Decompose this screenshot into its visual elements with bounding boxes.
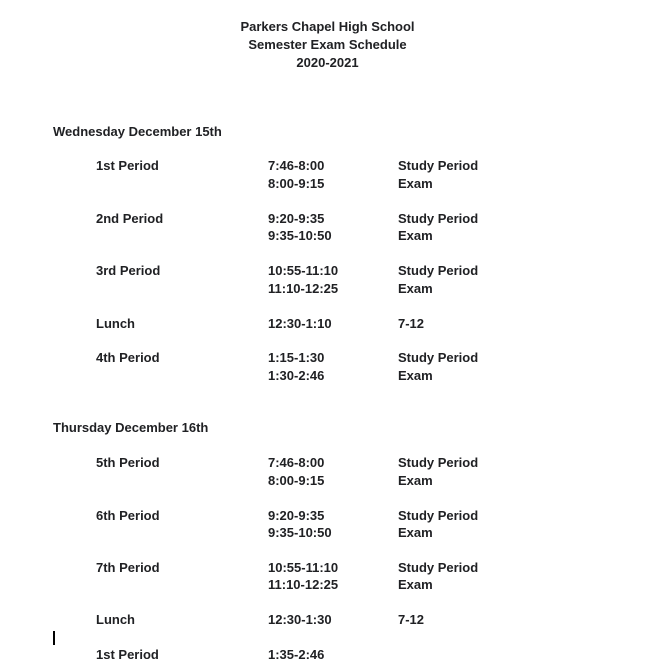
period-label: 1st Period xyxy=(96,158,159,173)
time-range: 9:20-9:35 xyxy=(268,211,325,226)
period-label: 2nd Period xyxy=(96,211,164,226)
activity-label: Study Period xyxy=(398,455,479,470)
period-label: 6th Period xyxy=(96,508,160,523)
activity-label: Study Period xyxy=(398,350,479,365)
activity-label: Exam xyxy=(398,368,433,383)
time-range: 9:20-9:35 xyxy=(268,508,325,523)
activity-label: Exam xyxy=(398,228,433,243)
period-label: Lunch xyxy=(96,316,135,331)
period-label: 1st Period xyxy=(96,647,159,662)
time-range: 1:35-2:46 xyxy=(268,647,325,662)
school-name: Parkers Chapel High School xyxy=(240,19,415,34)
time-range: 8:00-9:15 xyxy=(268,176,325,191)
period-label: Lunch xyxy=(96,612,135,627)
day-heading-wednesday: Wednesday December 15th xyxy=(53,124,222,139)
time-range: 9:35-10:50 xyxy=(268,525,332,540)
time-range: 10:55-11:10 xyxy=(268,263,339,278)
activity-label: Study Period xyxy=(398,211,479,226)
text-cursor xyxy=(53,631,55,645)
day-heading-thursday: Thursday December 16th xyxy=(53,420,209,435)
time-range: 12:30-1:10 xyxy=(268,316,332,331)
time-range: 8:00-9:15 xyxy=(268,473,325,488)
activity-label: Exam xyxy=(398,473,433,488)
period-label: 4th Period xyxy=(96,350,160,365)
period-label: 5th Period xyxy=(96,455,160,470)
activity-label: Study Period xyxy=(398,158,479,173)
activity-label: Exam xyxy=(398,176,433,191)
time-range: 10:55-11:10 xyxy=(268,560,339,575)
document-title: Semester Exam Schedule xyxy=(248,37,407,52)
time-range: 7:46-8:00 xyxy=(268,158,325,173)
activity-label: Exam xyxy=(398,281,433,296)
activity-label: Study Period xyxy=(398,560,479,575)
time-range: 11:10-12:25 xyxy=(268,281,339,296)
time-range: 1:15-1:30 xyxy=(268,350,325,365)
time-range: 9:35-10:50 xyxy=(268,228,332,243)
time-range: 11:10-12:25 xyxy=(268,577,339,592)
activity-label: 7-12 xyxy=(398,316,425,331)
activity-label: Study Period xyxy=(398,508,479,523)
school-year: 2020-2021 xyxy=(296,55,359,70)
activity-label: Exam xyxy=(398,525,433,540)
time-range: 1:30-2:46 xyxy=(268,368,325,383)
period-label: 7th Period xyxy=(96,560,160,575)
activity-label: Study Period xyxy=(398,263,479,278)
period-label: 3rd Period xyxy=(96,263,161,278)
time-range: 12:30-1:30 xyxy=(268,612,332,627)
activity-label: Exam xyxy=(398,577,433,592)
activity-label: 7-12 xyxy=(398,612,425,627)
time-range: 7:46-8:00 xyxy=(268,455,325,470)
document-header xyxy=(0,18,655,72)
